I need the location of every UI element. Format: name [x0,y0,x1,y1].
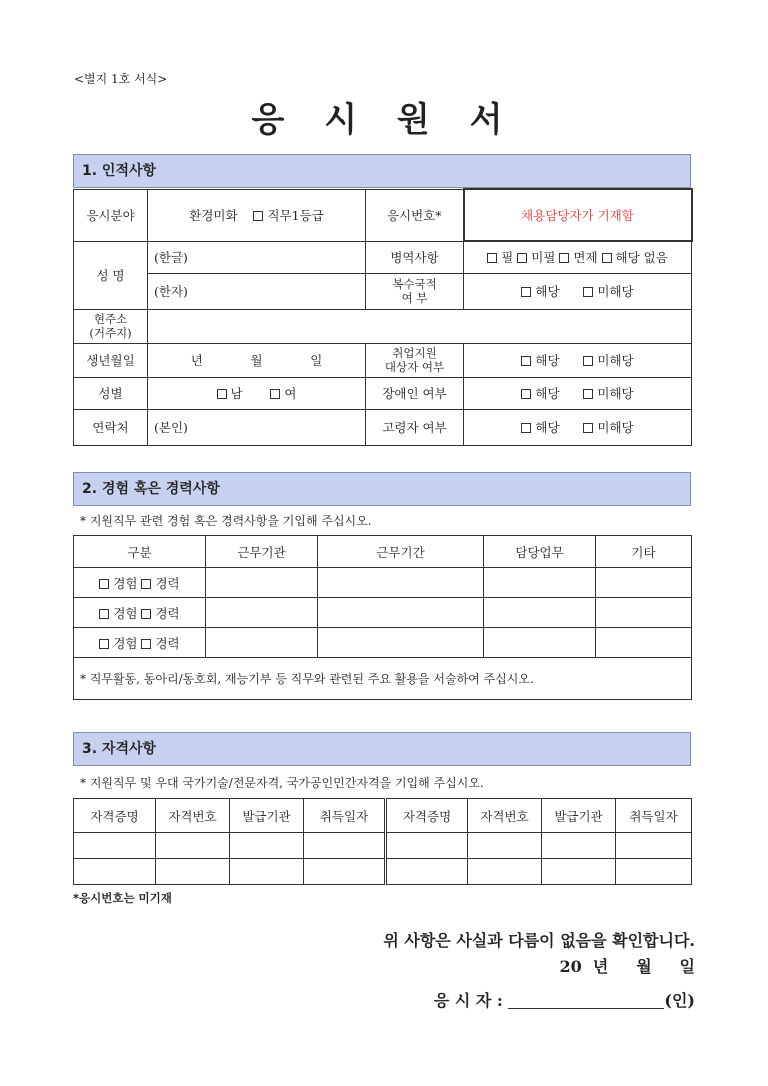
table-row [74,628,692,658]
col-header: 담당업무 [484,536,596,568]
col-header: 구분 [74,536,206,568]
exam-no-value: 채용담당자가 기재함 [464,189,692,241]
input-cell[interactable] [542,833,616,859]
input-cell[interactable] [616,859,692,885]
input-cell[interactable] [74,859,156,885]
address-field[interactable] [148,309,692,343]
birth-label: 생년월일 [74,343,148,377]
input-cell[interactable] [468,833,542,859]
input-cell[interactable] [386,833,468,859]
experience-checkbox[interactable] [99,609,109,619]
military-label: 병역사항 [366,241,464,273]
col-header: 근무기간 [318,536,484,568]
experience-checkbox[interactable] [99,579,109,589]
contact-field[interactable] [148,409,366,445]
input-cell[interactable] [206,568,318,598]
career-checkbox[interactable] [141,579,151,589]
type-cell [74,628,206,658]
col-header: 자격번호 [156,799,230,833]
hanja-label: (한자) [154,284,188,299]
name-hanja-field[interactable] [148,273,366,309]
self-label: (본인) [154,420,188,435]
footnote: *응시번호는 미기재 [73,891,172,905]
not-applicable-label: 미해당 [597,353,634,368]
male-label: 남 [230,386,243,401]
field-label: 응시분야 [74,189,148,241]
input-cell[interactable] [596,598,692,628]
field-value: 환경미화 [189,208,238,223]
applicable-checkbox[interactable] [521,287,531,297]
table-row [74,598,692,628]
not-applicable-label: 미해당 [597,386,634,401]
input-cell[interactable] [484,598,596,628]
input-cell[interactable] [386,859,468,885]
section3-note: * 지원직무 및 우대 국가기술/전문자격, 국가공인민간자격을 기입해 주십시오. [80,776,484,790]
applicable-label: 해당 [535,420,560,435]
date-line: 20 년 월 일 [559,957,695,976]
input-cell[interactable] [468,859,542,885]
disabled-label: 장애인 여부 [366,377,464,409]
applicable-label: 해당 [535,353,560,368]
table-row [74,833,692,859]
input-cell[interactable] [156,833,230,859]
qualification-table [73,798,692,885]
hangul-label: (한글) [154,250,188,265]
experience-label: 경험 [113,575,138,591]
applicant-label: 응 시 자 : [433,991,503,1010]
col-header: 자격번호 [468,799,542,833]
military-options [464,241,692,273]
career-checkbox[interactable] [141,639,151,649]
career-label: 경력 [155,575,180,591]
type-cell [74,598,206,628]
elderly-label: 고령자 여부 [366,409,464,445]
col-header: 발급기관 [542,799,616,833]
birth-field[interactable] [148,343,366,377]
not-applicable-label: 미해당 [597,420,634,435]
not-applicable-checkbox[interactable] [583,356,593,366]
input-cell[interactable] [206,628,318,658]
military-opt-checkbox[interactable] [559,253,569,263]
field-cell [148,189,366,241]
dual-citizenship-label: 복수국적 여 부 [366,273,464,309]
applicant-line [434,988,695,1011]
name-hangul-field[interactable] [148,241,366,273]
experience-checkbox[interactable] [99,639,109,649]
female-label: 여 [284,386,297,401]
col-header: 자격증명 [74,799,156,833]
col-header: 근무기관 [206,536,318,568]
address-label: 현주소 (거주지) [74,309,148,343]
activities-note[interactable]: * 직무활동, 동아리/동호회, 재능기부 등 직무와 관련된 주요 활용을 서술하여 주십시오. [74,658,692,700]
section1-heading: 1. 인적사항 [73,154,691,188]
confirmation-text: 위 사항은 사실과 다름이 없음을 확인합니다. [383,931,695,950]
section2-heading: 2. 경험 혹은 경력사항 [73,472,691,506]
applicable-checkbox[interactable] [521,389,531,399]
career-checkbox[interactable] [141,609,151,619]
exam-no-label: 응시번호* [366,189,464,241]
not-applicable-label: 미해당 [597,284,634,299]
military-opt-label: 해당 없음 [615,250,668,266]
input-cell[interactable] [304,859,386,885]
experience-table [73,535,692,700]
section3-heading: 3. 자격사항 [73,732,691,766]
military-opt-label: 미필 [531,250,556,266]
military-opt-label: 필 [501,250,514,266]
disabled-options [464,377,692,409]
job-grade-checkbox[interactable] [253,211,263,221]
table-row [74,859,692,885]
signature-field[interactable] [508,1008,664,1009]
military-opt-checkbox[interactable] [602,253,612,263]
military-opt-checkbox[interactable] [487,253,497,263]
job-support-label: 취업지원 대상자 여부 [366,343,464,377]
input-cell[interactable] [318,598,484,628]
col-header: 취득일자 [304,799,386,833]
career-label: 경력 [155,605,180,621]
job-support-options [464,343,692,377]
input-cell[interactable] [206,598,318,628]
input-cell[interactable] [484,568,596,598]
elderly-options [464,409,692,445]
input-cell[interactable] [616,833,692,859]
table-row [74,568,692,598]
col-header: 발급기관 [230,799,304,833]
month-label: 월 [250,353,263,368]
gender-options [148,377,366,409]
col-header: 취득일자 [616,799,692,833]
military-opt-checkbox[interactable] [517,253,527,263]
input-cell[interactable] [230,833,304,859]
not-applicable-checkbox[interactable] [583,423,593,433]
seal-label: (인) [664,991,695,1010]
page-title: 응 시 원 서 [251,100,517,140]
gender-label: 성별 [74,377,148,409]
dual-citizenship-options [464,273,692,309]
form-number: <별지 1호 서식> [74,72,168,86]
col-header: 기타 [596,536,692,568]
type-cell [74,568,206,598]
input-cell[interactable] [596,568,692,598]
year-label: 년 [190,353,203,368]
name-label: 성 명 [74,241,148,309]
experience-label: 경험 [113,635,138,651]
contact-label: 연락처 [74,409,148,445]
applicable-label: 해당 [535,386,560,401]
experience-label: 경험 [113,605,138,621]
applicable-checkbox[interactable] [521,356,531,366]
military-opt-label: 면제 [573,250,598,266]
input-cell[interactable] [74,833,156,859]
input-cell[interactable] [318,568,484,598]
col-header: 자격증명 [386,799,468,833]
input-cell[interactable] [596,628,692,658]
input-cell[interactable] [156,859,230,885]
input-cell[interactable] [304,833,386,859]
day-label: 일 [310,353,323,368]
section2-note: * 지원직무 관련 경험 혹은 경력사항을 기입해 주십시오. [80,514,372,528]
job-grade-label: 직무1등급 [267,208,324,223]
applicable-checkbox[interactable] [521,423,531,433]
input-cell[interactable] [230,859,304,885]
input-cell[interactable] [484,628,596,658]
applicable-label: 해당 [535,284,560,299]
input-cell[interactable] [542,859,616,885]
not-applicable-checkbox[interactable] [583,287,593,297]
input-cell[interactable] [318,628,484,658]
female-checkbox[interactable] [270,389,280,399]
not-applicable-checkbox[interactable] [583,389,593,399]
career-label: 경력 [155,635,180,651]
personal-info-table [73,188,693,446]
male-checkbox[interactable] [217,389,227,399]
